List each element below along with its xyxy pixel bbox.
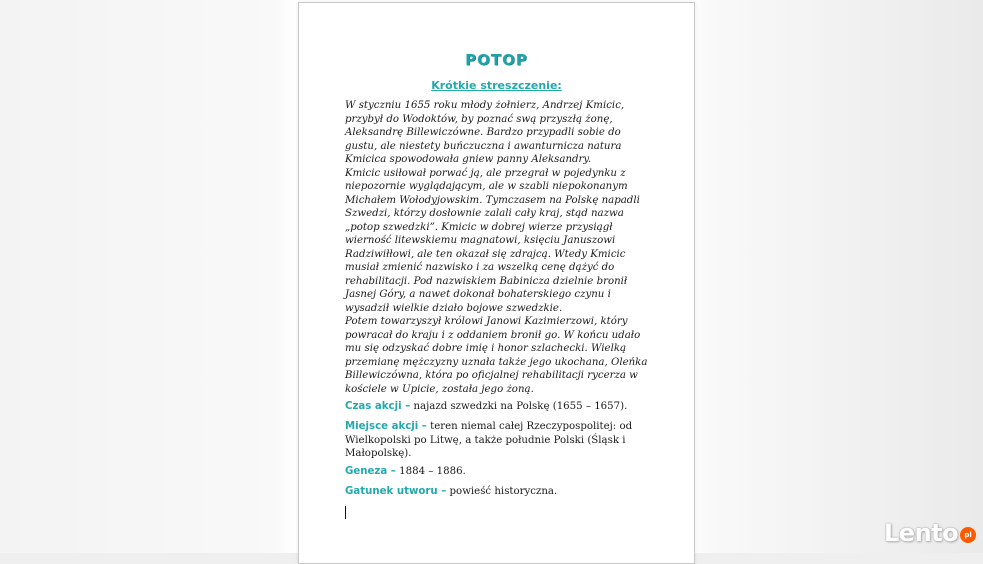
info-genesis — [345, 465, 645, 479]
info-value: najazd szwedzki na Polskę (1655 – 1657). — [410, 401, 628, 412]
info-place — [345, 420, 645, 461]
info-value: teren niemal całej Rzeczypospolitej: od Wielkopolski po Litwę, a także południe Polski (Śląsk i Małopolskę). — [345, 421, 633, 459]
info-genre — [345, 485, 645, 499]
summary-paragraph: Potem towarzyszył królowi Janowi Kazimierzowi, który powracał do kraju i z oddaniem bronił go. W końcu udało mu się odzyskać dobre imię i honor szlachecki. Wielką przemianę mężczyzny uznała także jego ukochana, Oleńka Billewiczówna, która po oficjalnej rehabilitacji rycerza w kościele w Upicie, została jego żoną. — [345, 316, 648, 395]
info-label: Geneza – — [345, 466, 396, 477]
summary-paragraph: Kmicic usiłował porwać ją, ale przegrał w pojedynku z niepozornie wyglądającym, ale w szabli niepokonanym Michałem Wołodyjowskim. Tymczasem na Polskę napadli Szwedzi, którzy dosłownie zalali cały kraj, stąd nazwa „potop szwedzki”. Kmicic w dobrej wierze przysiągł wierność litewskiemu magnatowi, księciu Januszowi Radziwiłłowi, ale ten okazał się zdrajcą. Wtedy Kmicic musiał zmienić nazwisko i za wszelką cenę dążyć do rehabilitacji. Pod nazwiskiem Babinicza dzielnie bronił Jasnej Góry, a nawet dokonał bohaterskiego czynu i wysadził wielkie działo bojowe szwedzkie. — [345, 167, 640, 314]
summary-text — [345, 99, 655, 396]
document-title: POTOP — [465, 51, 528, 69]
info-value: powieść historyczna. — [446, 486, 558, 497]
logo-text: Lento — [884, 519, 959, 547]
lento-logo — [884, 517, 976, 549]
document-subtitle: Krótkie streszczenie: — [431, 79, 562, 92]
info-label: Miejsce akcji – — [345, 421, 427, 432]
text-cursor — [345, 506, 346, 519]
info-time — [345, 400, 645, 414]
info-value: 1884 – 1886. — [395, 466, 466, 477]
document-page[interactable] — [298, 2, 695, 564]
logo-badge: pl — [960, 527, 976, 543]
info-label: Gatunek utworu – — [345, 486, 447, 497]
info-label: Czas akcji – — [345, 401, 411, 412]
summary-paragraph: W styczniu 1655 roku młody żołnierz, Andrzej Kmicic, przybył do Wodoktów, by poznać swą przyszłą żonę, Aleksandrę Billewiczówne. Bardzo przypadli sobie do gustu, ale niestety buńczuczna i awanturnicza natura Kmicica spowodowała gniew panny Aleksandry. — [345, 100, 625, 165]
